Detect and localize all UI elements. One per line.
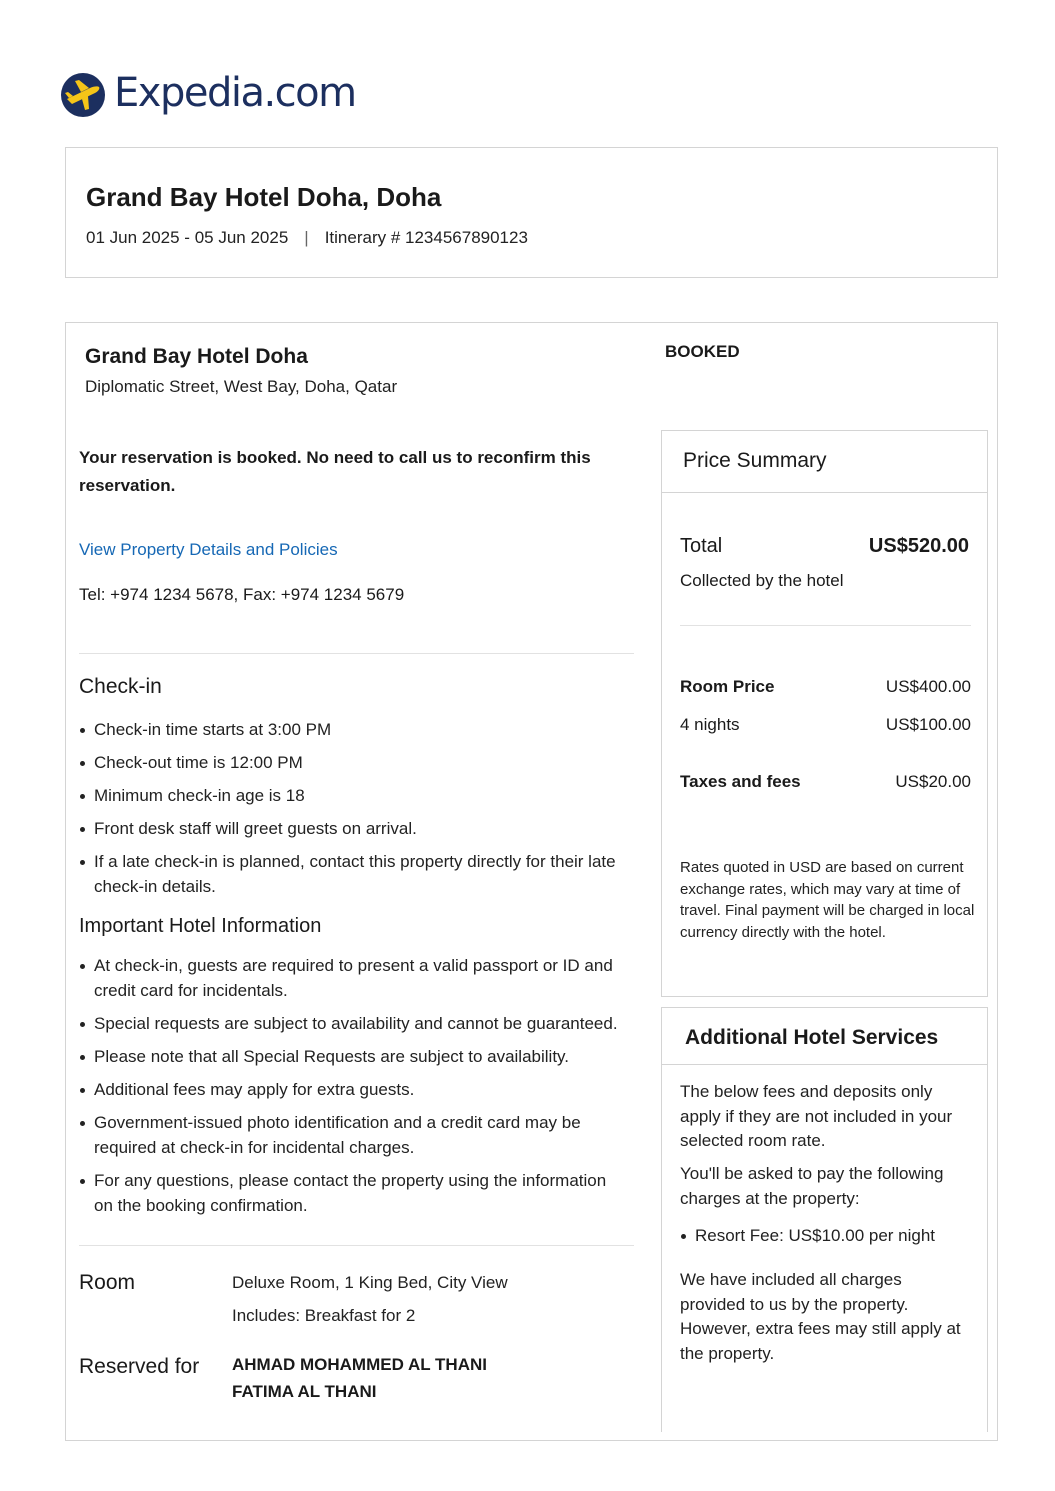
list-item: Government-issued photo identification and a credit card may be required at check-in for incidental charges.	[79, 1110, 624, 1160]
itinerary-header	[65, 147, 998, 278]
additional-services-title: Additional Hotel Services	[685, 1026, 939, 1049]
divider	[79, 653, 634, 654]
property-details-link[interactable]: View Property Details and Policies	[79, 540, 338, 559]
collected-note: Collected by the hotel	[680, 571, 844, 590]
guest-name: FATIMA AL THANI	[232, 1382, 377, 1401]
list-item: For any questions, please contact the property using the information on the booking confirmation.	[79, 1168, 624, 1218]
brand-name: Expedia.com	[114, 70, 356, 116]
nights-value: US$100.00	[885, 715, 971, 734]
room-price-row	[680, 677, 971, 697]
list-item: Check-out time is 12:00 PM	[79, 750, 634, 775]
list-item: If a late check-in is planned, contact this property directly for their late check-in details.	[79, 849, 634, 899]
taxes-row	[680, 772, 971, 792]
currency-note: Rates quoted in USD are based on current exchange rates, which may vary at time of travel. Final payment will be charged in local currency directly with the hotel.	[680, 859, 975, 941]
reserved-for-label: Reserved for	[79, 1355, 200, 1378]
nights-label: 4 nights	[680, 715, 740, 734]
taxes-value: US$20.00	[895, 772, 971, 791]
price-summary-panel	[661, 430, 988, 997]
services-intro: The below fees and deposits only apply if they are not included in your selected room rate.	[680, 1082, 953, 1150]
services-footer-note: We have included all charges provided to us by the property. However, extra fees may still apply at the property.	[680, 1270, 961, 1363]
hotel-address: Diplomatic Street, West Bay, Doha, Qatar	[85, 377, 398, 396]
separator: |	[304, 228, 309, 247]
stay-dates: 01 Jun 2025 - 05 Jun 2025	[86, 228, 289, 247]
expedia-logo	[60, 66, 356, 124]
list-item: Check-in time starts at 3:00 PM	[79, 717, 634, 742]
status-badge: BOOKED	[665, 342, 740, 361]
nights-row	[680, 715, 971, 735]
room-price-value: US$400.00	[885, 677, 971, 696]
airplane-globe-icon	[60, 72, 106, 118]
room-price-label: Room Price	[680, 677, 775, 696]
reservation-confirmation-message: Your reservation is booked. No need to call us to reconfirm this reservation.	[79, 448, 591, 495]
list-item: Additional fees may apply for extra guests.	[79, 1077, 624, 1102]
services-pay-note: You'll be asked to pay the following charges at the property:	[680, 1164, 944, 1208]
divider	[680, 625, 971, 626]
checkin-title: Check-in	[79, 675, 162, 698]
services-fee-list	[680, 1223, 975, 1248]
list-item: Resort Fee: US$10.00 per night	[680, 1223, 975, 1248]
room-label: Room	[79, 1271, 136, 1294]
price-summary-header	[662, 431, 987, 493]
room-inclusions: Includes: Breakfast for 2	[232, 1306, 416, 1325]
total-label: Total	[680, 535, 723, 557]
guest-name: AHMAD MOHAMMED AL THANI	[232, 1355, 487, 1374]
important-info-title: Important Hotel Information	[79, 915, 322, 937]
checkin-list	[79, 717, 634, 899]
price-summary-title: Price Summary	[683, 449, 827, 472]
divider	[79, 1245, 634, 1246]
hotel-contact: Tel: +974 1234 5678, Fax: +974 1234 5679	[79, 585, 405, 604]
room-type: Deluxe Room, 1 King Bed, City View	[232, 1273, 508, 1292]
additional-services-header	[662, 1008, 987, 1065]
list-item: At check-in, guests are required to present a valid passport or ID and credit card for incidentals.	[79, 953, 624, 1003]
itinerary-number: Itinerary # 1234567890123	[324, 228, 528, 247]
total-value: US$520.00	[868, 535, 969, 557]
page-title: Grand Bay Hotel Doha, Doha	[86, 182, 442, 212]
list-item: Front desk staff will greet guests on arrival.	[79, 816, 634, 841]
list-item: Please note that all Special Requests are subject to availability.	[79, 1044, 624, 1069]
list-item: Minimum check-in age is 18	[79, 783, 634, 808]
taxes-label: Taxes and fees	[680, 772, 801, 791]
itinerary-subline	[86, 228, 528, 248]
important-info-list	[79, 953, 624, 1218]
hotel-name: Grand Bay Hotel Doha	[85, 345, 308, 368]
additional-services-panel	[661, 1007, 988, 1432]
list-item: Special requests are subject to availability and cannot be guaranteed.	[79, 1011, 624, 1036]
